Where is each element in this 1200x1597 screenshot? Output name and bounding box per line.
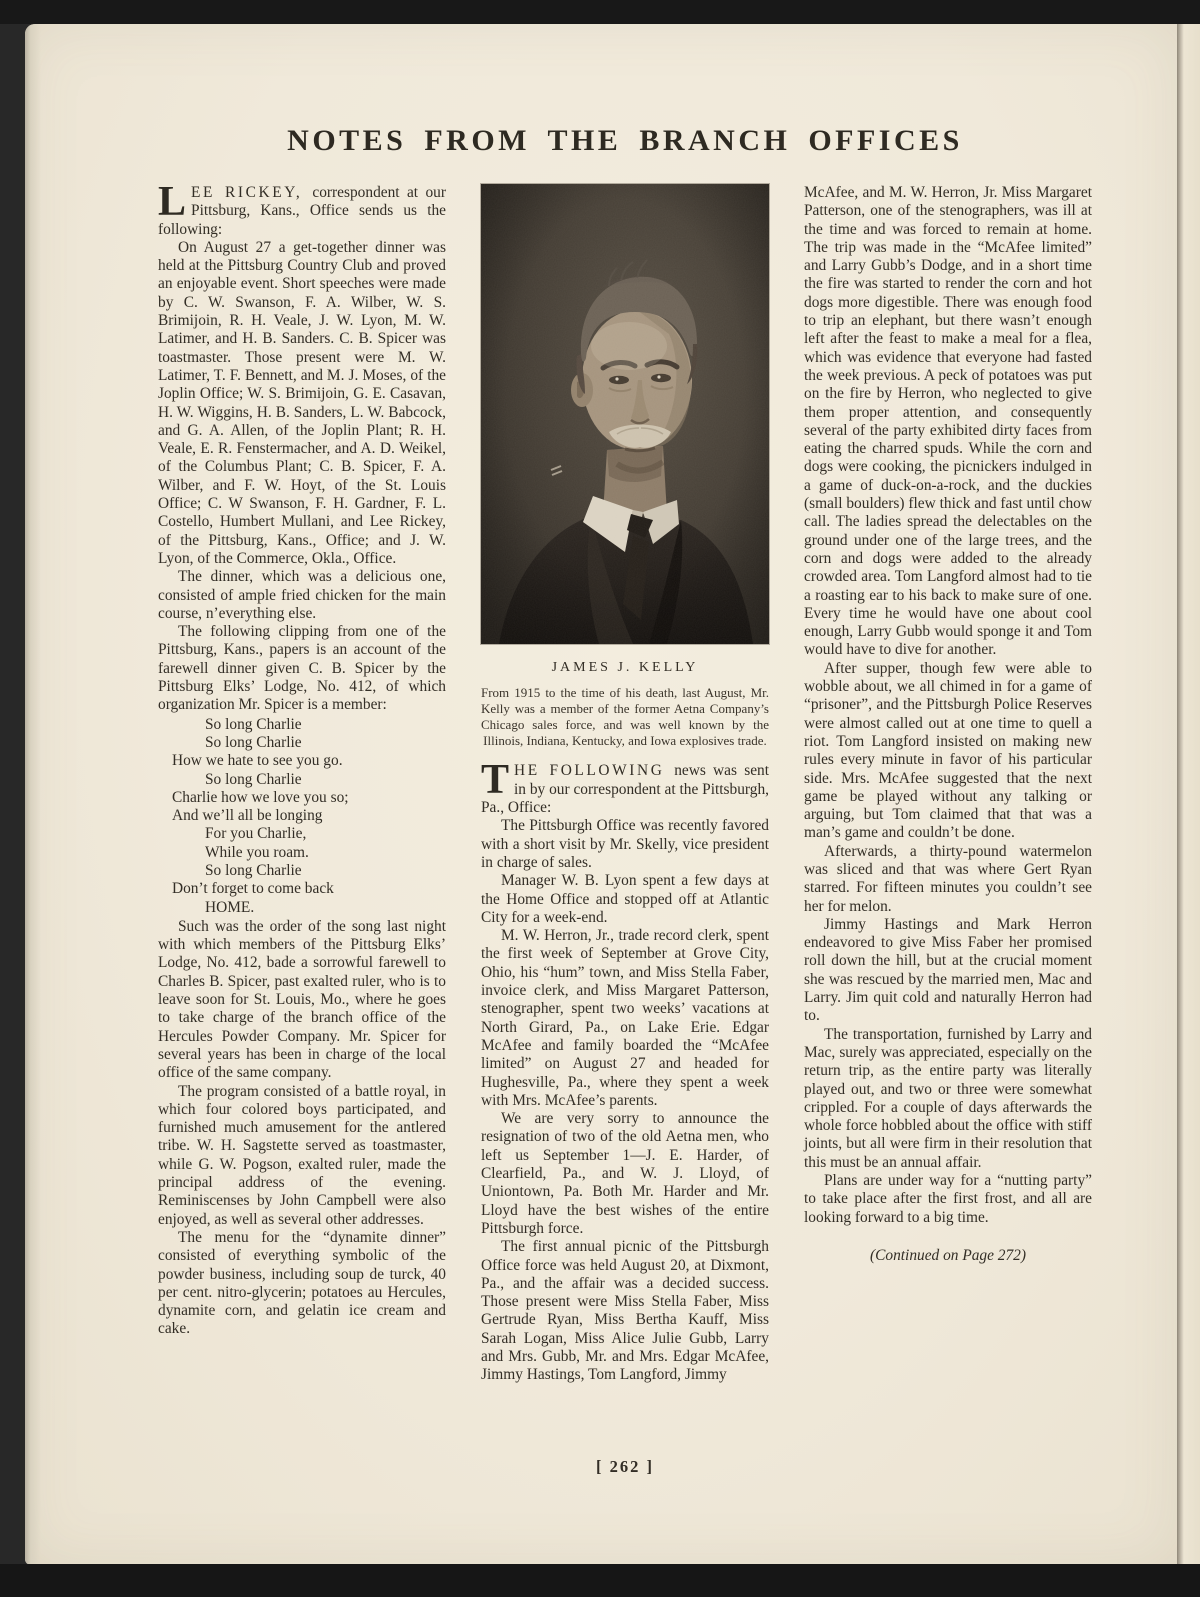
paragraph: We are very sorry to announce the resignation of two of the old Aetna men, who left us September 1—J. E. Harder, of Clearfield, Pa., and W. J. Lloyd, of Uniontown, Pa. Both Mr. Harder and Mr. Lloyd have the best wishes of the entire Pittsburgh force.: [481, 1110, 769, 1237]
page-number: [ 262 ]: [596, 1457, 654, 1476]
song-line: Charlie how we love you so;: [172, 788, 349, 806]
page-content: [158, 124, 1092, 1385]
portrait-caption-name: JAMES J. KELLY: [551, 660, 699, 675]
farewell-song: [172, 716, 446, 917]
song-line: So long Charlie: [205, 770, 302, 788]
paragraph: M. W. Herron, Jr., trade record clerk, spent the first week of September at Grove City, Ohio, his “hum” town, and Miss Stella Faber, invoice clerk, and Miss Margaret Patterson, stenographer, spent two weeks’ vacations at North Girard, Pa., on Lake Erie. Edgar McAfee and family boarded the “McAfee limited” on August 27 and headed for Hughesville, Pa., where they spent a week with Mrs. McAfee’s parents.: [481, 927, 769, 1109]
portrait-illustration: [481, 184, 769, 644]
song-line: So long Charlie: [205, 733, 302, 751]
paragraph: After supper, though few were able to wobble about, we all chimed in for a game of “prisoner”, and the Pittsburgh Police Reserves were almost called out at one time to quell a riot. Tom Langford insisted on making new rules every minute in favor of his particular side. Mrs. McAfee suggested that the next game be played without any talking or arguing, but Tom claimed that that was a man’s game and couldn’t be done.: [804, 659, 1092, 842]
adjacent-page-edge: [1177, 24, 1200, 1565]
continued-note: (Continued on Page 272): [869, 1246, 1027, 1264]
paragraph: The transportation, furnished by Larry and Mac, surely was appreciated, especially on the return trip, as the entire party was literally played out, and two or three were somewhat crippled. For a couple of days afterwards the whole force hobbled about the office with stiff joints, but all were firm in their resolution that this must be an annual affair.: [804, 1025, 1092, 1171]
paragraph: McAfee, and M. W. Herron, Jr. Miss Margaret Patterson, one of the stenographers, was ill at the time and was forced to remain at home. The trip was made in the “McAfee limited” and Larry Gubb’s Dodge, and in a short time the fire was started to render the corn and hot dogs more digestible. There was enough food to trip an elephant, but there wasn’t enough left after the feast to make a meal for a flea, which was evidence that everyone had fasted the week previous. A peck of potatoes was put on the fire by Herron, who neglected to give them proper attention, and consequently several of the party exhibited dirty faces from eating the charred spuds. While the corn and dogs were cooking, the picnickers indulged in a game of duck-on-a-rock, and the duckies (small boulders) flew thick and fast until chow call. The ladies spread the delectables on the ground under one of the large trees, and the corn and dogs were added to the already crowded area. Tom Langford almost had to tie a roasting ear to his back to make sure of one. Every time he would have one about cool enough, Larry Gubb would sponge it and Tom would have to dive for another.: [804, 184, 1092, 659]
lead-in-text: EE RICKEY,: [191, 184, 313, 201]
portrait-photo-frame: [481, 184, 769, 644]
paragraph: Afterwards, a thirty-pound watermelon was sliced and that was where Gert Ryan starred. For fifteen minutes you couldn’t see her for melon.: [804, 842, 1092, 915]
paragraph: Manager W. B. Lyon spent a few days at the Home Office and stopped off at Atlantic City for a week-end.: [481, 872, 769, 926]
paragraph: THE FOLLOWING news was sent in by our correspondent at the Pittsburgh, Pa., Office:: [481, 757, 769, 817]
column-1: [158, 179, 447, 1339]
paragraph: The dinner, which was a delicious one, consisted of ample fried chicken for the main course, n’everything else.: [158, 568, 446, 622]
column-layout: [158, 179, 1092, 1385]
paragraph: The following clipping from one of the Pittsburg, Kans., papers is an account of the farewell dinner given C. B. Spicer by the Pittsburg Elks’ Lodge, No. 412, of which organization Mr. Spicer is a member:: [158, 623, 446, 714]
song-line: And we’ll all be longing: [172, 807, 323, 825]
drop-cap: L: [158, 179, 187, 225]
song-line: How we hate to see you go.: [172, 752, 343, 770]
portrait-photo: [481, 184, 769, 748]
paragraph: LEE RICKEY, correspondent at our Pittsburg, Kans., Office sends us the following:: [158, 179, 447, 238]
column-2: [481, 184, 769, 1385]
column-2-text: [481, 757, 769, 1384]
page-curl-edge: [25, 24, 41, 1565]
paragraph: On August 27 a get-together dinner was held at the Pittsburg Country Club and proved an enjoyable event. Short speeches were made by C. W. Swanson, F. A. Wilber, W. S. Brimijoin, R. H. Veale, J. W. Lyon, M. W. Latimer, and H. B. Sanders. C. B. Spicer was toastmaster. Those present were M. W. Latimer, T. F. Bennett, and M. J. Moses, of the Joplin Office; W. S. Brimijoin, G. E. Casavan, H. W. Wiggins, H. B. Sanders, L. W. Babcock, and G. A. Allen, of the Joplin Plant; R. H. Veale, E. R. Fenstermacher, and A. D. Weikel, of the Columbus Plant; C. B. Spicer, F. A. Wilber, and F. W. Hoyt, of the St. Louis Office; C. W Swanson, F. H. Gardner, F. L. Costello, Humbert Mullani, and Lee Rickey, of the Pittsburg, Kans., Office; and J. W. Lyon, of the Commerce, Okla., Office.: [158, 238, 446, 567]
portrait-caption-text: From 1915 to the time of his death, last August, Mr. Kelly was a member of the former Aetna Company’s Chicago sales force, and was well known by the Illinois, Indiana, Kentucky, and Iowa explosives trade.: [481, 685, 769, 748]
page-title: NOTES FROM THE BRANCH OFFICES: [287, 124, 963, 157]
lead-in-text: HE FOLLOWING: [514, 762, 675, 780]
drop-cap: T: [481, 757, 510, 804]
paragraph: The Pittsburgh Office was recently favored with a short visit by Mr. Skelly, vice president in charge of sales.: [481, 817, 769, 871]
paragraph: Such was the order of the song last night with which members of the Pittsburg Elks’ Lodge, No. 412, bade a sorrowful farewell to Charles B. Spicer, past exalted ruler, who is to leave soon for St. Louis, Mo., where he goes to take charge of the branch office of the Hercules Powder Company. Mr. Spicer for several years has been in charge of the local office of the same company.: [158, 917, 446, 1082]
paragraph: The program consisted of a battle royal, in which four colored boys participated, and furnished much amusement for the antlered tribe. W. H. Sagstette served as toastmaster, while G. W. Pogson, exalted ruler, made the principal address of the evening. Reminiscenses by John Campbell were also enjoyed, as well as several other addresses.: [158, 1082, 446, 1228]
paragraph: Jimmy Hastings and Mark Herron endeavored to give Miss Faber her promised roll down the hill, but at the crucial moment she was rescued by the married men, Mac and Larry. Jim quit cold and naturally Herron had to.: [804, 915, 1092, 1025]
magazine-page: [25, 24, 1177, 1565]
portrait-caption: [481, 659, 769, 748]
paragraph: Plans are under way for a “nutting party” to take place after the first frost, and all are looking forward to a big time.: [804, 1172, 1092, 1226]
song-line: HOME.: [205, 898, 255, 916]
song-line: While you roam.: [205, 843, 309, 861]
paragraph: The menu for the “dynamite dinner” consisted of everything symbolic of the powder business, including soup de turck, 40 per cent. nitro-glycerin; potatoes au Hercules, dynamite corn, and gelatin ice cream and cake.: [158, 1228, 446, 1338]
song-line: So long Charlie: [205, 715, 302, 733]
song-line: Don’t forget to come back: [172, 880, 334, 898]
song-line: So long Charlie: [205, 861, 302, 879]
column-3: [804, 184, 1092, 1265]
song-line: For you Charlie,: [205, 825, 307, 843]
paragraph: The first annual picnic of the Pittsburgh Office force was held August 20, at Dixmont, Pa., and the affair was a decided success. Those present were Miss Stella Faber, Miss Gertrude Ryan, Miss Bertha Kauff, Miss Sarah Logan, Miss Alice Julie Gubb, Larry and Mrs. Gubb, Mr. and Mrs. Edgar McAfee, Jimmy Hastings, Tom Langford, Jimmy: [481, 1238, 769, 1384]
